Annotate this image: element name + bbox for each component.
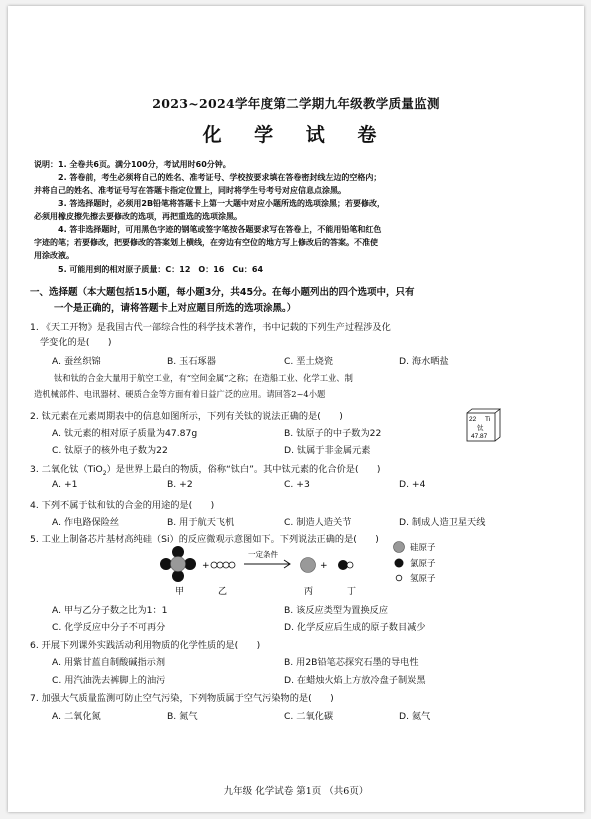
q7-option-a: A. 二氧化氮	[52, 711, 101, 722]
element-mass: 47.87	[471, 433, 488, 440]
label-ding: 丁	[347, 587, 357, 597]
q2-option-a: A. 钛元素的相对原子质量为47.87g	[52, 428, 198, 439]
q1-option-a: A. 蚕丝织锦	[52, 356, 101, 367]
note-line: 必须用橡皮擦先擦去要修改的选项，再把重选的选项涂黑。	[34, 212, 242, 221]
reaction-diagram	[144, 544, 394, 598]
note-line: 3. 答选择题时，必须用2B铅笔将答题卡上第一大题中对应小题所选的选项涂黑；若要修改，	[58, 199, 386, 208]
note-line: 5. 可能用到的相对原子质量：C：12 O：16 Cu：64	[58, 265, 264, 274]
question-2: 2. 钛元素在元素周期表中的信息如图所示，下列有关钛的说法正确的是( )	[30, 411, 343, 422]
label-yi: 乙	[218, 587, 228, 597]
element-symbol: Ti	[485, 416, 491, 423]
element-number: 22	[469, 416, 477, 423]
legend-silicon: 硅原子	[410, 543, 436, 553]
question-6: 6. 开展下列课外实践活动利用物质的化学性质的是( )	[30, 640, 261, 651]
label-jia: 甲	[175, 587, 185, 597]
molecule-ding	[338, 560, 353, 570]
q1-option-c: C. 垩土烧瓷	[284, 356, 334, 367]
q2-option-b: B. 钛原子的中子数为22	[284, 428, 382, 439]
molecule-yi	[211, 562, 235, 568]
molecule-bing	[301, 558, 316, 573]
q3-option-c: C. +3	[284, 479, 310, 490]
q5-option-a: A. 甲与乙分子数之比为1：1	[52, 605, 168, 616]
q5-option-d: D. 化学反应后生成的原子数目减少	[284, 622, 426, 633]
q7-option-d: D. 氦气	[399, 711, 431, 722]
plus-sign: +	[202, 561, 210, 571]
molecule-jia	[160, 546, 196, 582]
label-bing: 丙	[304, 587, 314, 597]
section-heading-cont: 一个是正确的，请将答题卡上对应题目所选的选项涂黑。）	[54, 303, 297, 314]
question-7: 7. 加强大气质量监测可防止空气污染，下列物质属于空气污染物的是( )	[30, 693, 334, 704]
legend-chlorine: 氯原子	[410, 559, 436, 569]
q4-option-c: C. 制造人造关节	[284, 517, 352, 528]
section-heading: 一、选择题（本大题包括15小题，每小题3分，共45分。在每小题列出的四个选项中，只有	[30, 287, 415, 298]
reaction-condition: 一定条件	[248, 550, 278, 559]
plus-sign: +	[320, 561, 328, 571]
note-line: 并将自己的姓名、准考证号写在答题卡指定位置上，同时将学生号考号对应信息点涂黑。	[34, 186, 346, 195]
note-line: 用涂改液。	[34, 251, 74, 260]
q2-option-c: C. 钛原子的核外电子数为22	[52, 445, 168, 456]
question-5: 5. 工业上制备芯片基材高纯硅（Si）的反应微观示意图如下。下列说法正确的是( )	[30, 534, 379, 545]
note-line: 字迹的笔；若要修改，把要修改的答案划上横线，在旁边有空位的地方写上修改后的答案。不准使	[34, 238, 378, 247]
q3-option-a: A. +1	[52, 479, 78, 490]
q6-option-b: B. 用2B铅笔芯探究石墨的导电性	[284, 657, 419, 668]
legend-hydrogen: 氢原子	[410, 574, 436, 584]
q4-option-d: D. 制成人造卫星天线	[399, 517, 486, 528]
note-line: 说明：1. 全卷共6页。满分100分，考试用时60分钟。	[34, 160, 231, 169]
subject-title: 化 学 试 卷	[202, 124, 390, 146]
q3-option-b: B. +2	[167, 479, 193, 490]
reaction-legend	[392, 540, 462, 588]
stem-text-cont: 造机械部件、电讯器材、硬质合金等方面有着日益广泛的应用。请回答2~4小题	[34, 389, 326, 399]
q1-option-d: D. 海水晒盐	[399, 356, 449, 367]
q3-option-d: D. +4	[399, 479, 426, 490]
q6-option-d: D. 在蜡烛火焰上方放冷盘子制炭黑	[284, 675, 426, 686]
q4-option-b: B. 用于航天飞机	[167, 517, 235, 528]
exam-title: 2023~2024学年度第二学期九年级教学质量监测	[152, 96, 440, 111]
exam-page	[8, 6, 584, 812]
note-line: 4. 答非选择题时，可用黑色字迹的钢笔或签字笔按各题要求写在答卷上，不能用铅笔和红色	[58, 225, 382, 234]
stem-text: 钛和钛的合金大量用于航空工业，有“空间金属”之称；在造船工业、化学工业、制	[54, 373, 353, 383]
note-line: 2. 答卷前，考生必须将自己的姓名、准考证号、学校按要求填在答卷密封线左边的空格内；	[58, 173, 382, 182]
element-tile-diagram	[466, 408, 502, 442]
page-footer: 九年级 化学试卷 第1页 （共6页）	[223, 786, 369, 797]
q5-option-c: C. 化学反应中分子不可再分	[52, 622, 166, 633]
q1-option-b: B. 玉石琢器	[167, 356, 216, 367]
question-4: 4. 下列不属于钛和钛的合金的用途的是( )	[30, 500, 215, 511]
q6-option-c: C. 用汽油洗去裤脚上的油污	[52, 675, 166, 686]
element-name: 钛	[477, 424, 484, 432]
question-3: 3. 二氧化钛（TiO$_2$）是世界上最白的物质，俗称“钛白”。其中钛元素的化合价是( )	[30, 464, 381, 477]
question-1: 1. 《天工开物》是我国古代一部综合性的科学技术著作，书中记载的下列生产过程涉及化	[30, 322, 391, 333]
question-1-cont: 学变化的是( )	[40, 337, 112, 348]
q2-option-d: D. 钛属于非金属元素	[284, 445, 371, 456]
q6-option-a: A. 用紫甘蓝自制酸碱指示剂	[52, 657, 166, 668]
q7-option-b: B. 氮气	[167, 711, 198, 722]
q5-option-b: B. 该反应类型为置换反应	[284, 605, 389, 616]
q7-option-c: C. 二氧化碳	[284, 711, 334, 722]
q4-option-a: A. 作电路保险丝	[52, 517, 120, 528]
